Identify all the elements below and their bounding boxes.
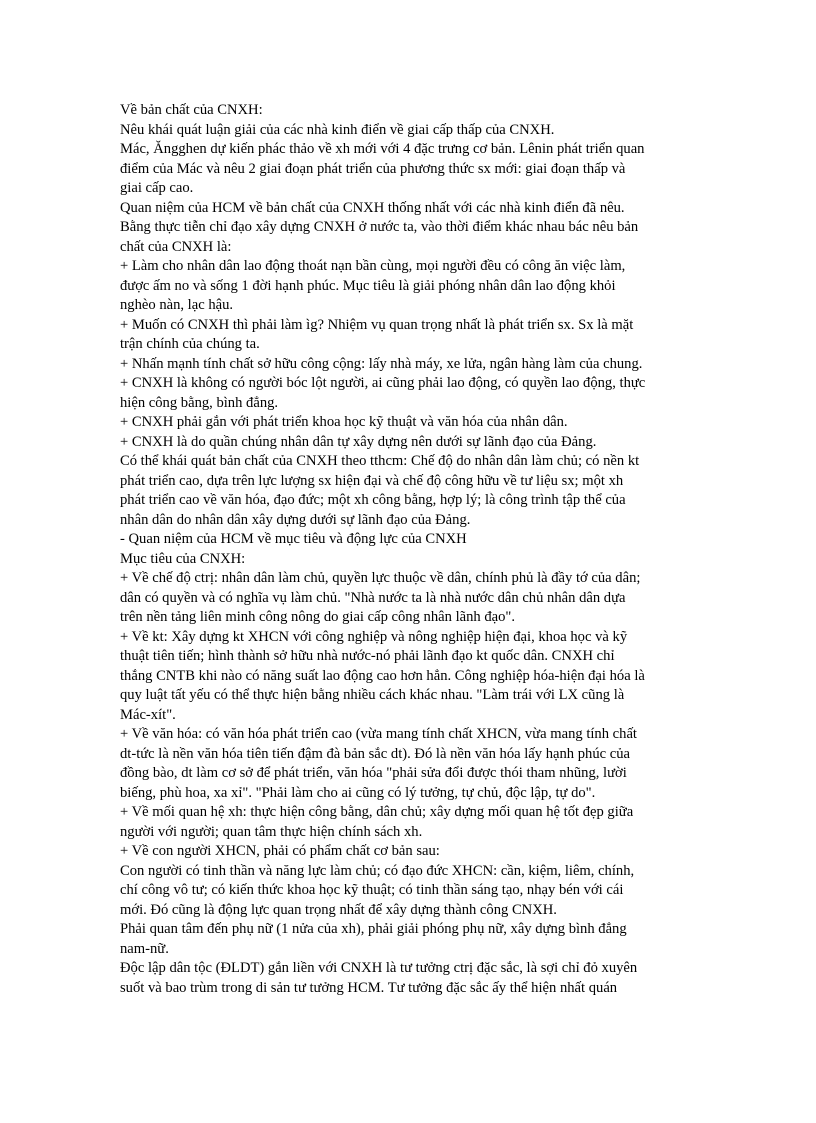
text-line: chất của CNXH là: <box>120 238 232 255</box>
text-line: + Nhấn mạnh tính chất sở hữu công cộng: lấy nhà máy, xe lửa, ngân hàng làm của chung. <box>120 355 643 372</box>
text-line: dt-tức là nền văn hóa tiên tiến đậm đà bản sắc dt). Đó là nền văn hóa lấy hạnh phúc của <box>120 745 630 762</box>
text-line: quy luật tất yếu có thể thực hiện bằng nhiều cách khác nhau. "Làm trái với LX cũng là <box>120 687 625 703</box>
text-line: Mác, Ăngghen dự kiến phác thảo về xh mới với 4 đặc trưng cơ bản. Lênin phát triển quan <box>120 141 645 157</box>
text-line: mới. Đó cũng là động lực quan trọng nhất để xây dựng thành công CNXH. <box>120 901 557 918</box>
text-line: + Về văn hóa: có văn hóa phát triển cao (vừa mang tính chất XHCN, vừa mang tính chất <box>120 726 637 742</box>
text-line: thuật tiên tiến; hình thành sở hữu nhà nước-nó phải lãnh đạo kt quốc dân. CNXH chỉ <box>120 648 615 664</box>
text-line: suốt và bao trùm trong di sản tư tưởng HCM. Tư tưởng đặc sắc ấy thể hiện nhất quán <box>120 979 618 996</box>
text-line: người với người; quan tâm thực hiện chính sách xh. <box>120 823 423 840</box>
text-line: nhân dân do nhân dân xây dựng dưới sự lãnh đạo của Đảng. <box>120 511 471 528</box>
text-line: + Về mối quan hệ xh: thực hiện công bằng, dân chủ; xây dựng mối quan hệ tốt đẹp giữa <box>120 804 634 820</box>
text-line: Mác-xít". <box>120 706 176 723</box>
text-line: + CNXH là không có người bóc lột người, ai cũng phải lao động, có quyền lao động, thực <box>120 375 646 391</box>
text-line: nghèo nàn, lạc hậu. <box>120 297 234 313</box>
text-line: Về bản chất của CNXH: <box>120 102 263 118</box>
text-line: dân có quyền và có nghĩa vụ làm chủ. "Nhà nước ta là nhà nước dân chủ nhân dân dựa <box>120 589 626 606</box>
text-line: thắng CNTB khi nào có năng suất lao động cao hơn hẳn. Công nghiệp hóa-hiện đại hóa là <box>120 667 645 684</box>
text-line: Có thể khái quát bản chất của CNXH theo tthcm: Chế độ do nhân dân làm chủ; có nền kt <box>120 453 640 469</box>
text-line: điểm của Mác và nêu 2 giai đoạn phát triển của phương thức sx mới: giai đoạn thấp và <box>120 160 626 177</box>
text-line: hiện công bằng, bình đẳng. <box>120 394 279 411</box>
text-line: được ấm no và sống 1 đời hạnh phúc. Mục tiêu là giải phóng nhân dân lao động khỏi <box>120 277 616 294</box>
text-line: Nêu khái quát luận giải của các nhà kinh điển về giai cấp thấp của CNXH. <box>120 121 555 138</box>
text-line: - Quan niệm của HCM về mục tiêu và động lực của CNXH <box>120 531 467 547</box>
text-line: trên nền tảng liên minh công nông do giai cấp công nhân lãnh đạo". <box>120 609 516 625</box>
text-line: + CNXH là do quần chúng nhân dân tự xây dựng nên dưới sự lãnh đạo của Đảng. <box>120 433 597 450</box>
text-line: Con người có tinh thần và năng lực làm chủ; có đạo đức XHCN: cần, kiệm, liêm, chính, <box>120 862 635 879</box>
text-line: giai cấp cao. <box>120 180 194 196</box>
text-line: + Muốn có CNXH thì phải làm ìg? Nhiệm vụ quan trọng nhất là phát triển sx. Sx là mặt <box>120 316 634 333</box>
document-body <box>120 101 700 998</box>
text-line: chí công vô tư; có kiến thức khoa học kỹ thuật; có tinh thần sáng tạo, nhạy bén với cái <box>120 882 624 898</box>
text-line: Phải quan tâm đến phụ nữ (1 nửa của xh), phải giải phóng phụ nữ, xây dựng bình đẳng <box>120 921 627 937</box>
text-line: + Về kt: Xây dựng kt XHCN với công nghiệp và nông nghiệp hiện đại, khoa học và kỹ <box>120 628 628 645</box>
text-line: phát triển cao về văn hóa, đạo đức; một xh công bằng, hợp lý; là công trình tập thể của <box>120 492 626 508</box>
text-line: + Về chế độ ctrị: nhân dân làm chủ, quyền lực thuộc về dân, chính phủ là đầy tớ của dân; <box>120 570 641 586</box>
text-line: nam-nữ. <box>120 940 169 957</box>
text-line: + Làm cho nhân dân lao động thoát nạn bần cùng, mọi người đều có công ăn việc làm, <box>120 258 626 274</box>
text-line: Độc lập dân tộc (ĐLDT) gắn liền với CNXH là tư tưởng ctrị đặc sắc, là sợi chỉ đỏ xuyên <box>120 960 638 976</box>
text-line: + Về con người XHCN, phải có phẩm chất cơ bản sau: <box>120 843 440 859</box>
text-line: đồng bào, dt làm cơ sở để phát triển, văn hóa "phải sửa đổi được thói tham nhũng, lười <box>120 765 627 781</box>
text-line: Bằng thực tiễn chỉ đạo xây dựng CNXH ở nước ta, vào thời điểm khác nhau bác nêu bản <box>120 219 639 235</box>
text-line: Quan niệm của HCM về bản chất của CNXH thống nhất với các nhà kinh điển đã nêu. <box>120 199 625 216</box>
text-line: Mục tiêu của CNXH: <box>120 550 246 567</box>
text-line: trận chính của chúng ta. <box>120 336 260 352</box>
text-line: phát triển cao, dựa trên lực lượng sx hiện đại và chế độ công hữu về tư liệu sx; một xh <box>120 472 624 489</box>
text-line: + CNXH phải gắn với phát triển khoa học kỹ thuật và văn hóa của nhân dân. <box>120 414 568 430</box>
text-line: biếng, phù hoa, xa xỉ". "Phải làm cho ai cũng có lý tưởng, tự chủ, độc lập, tự do". <box>120 784 596 801</box>
